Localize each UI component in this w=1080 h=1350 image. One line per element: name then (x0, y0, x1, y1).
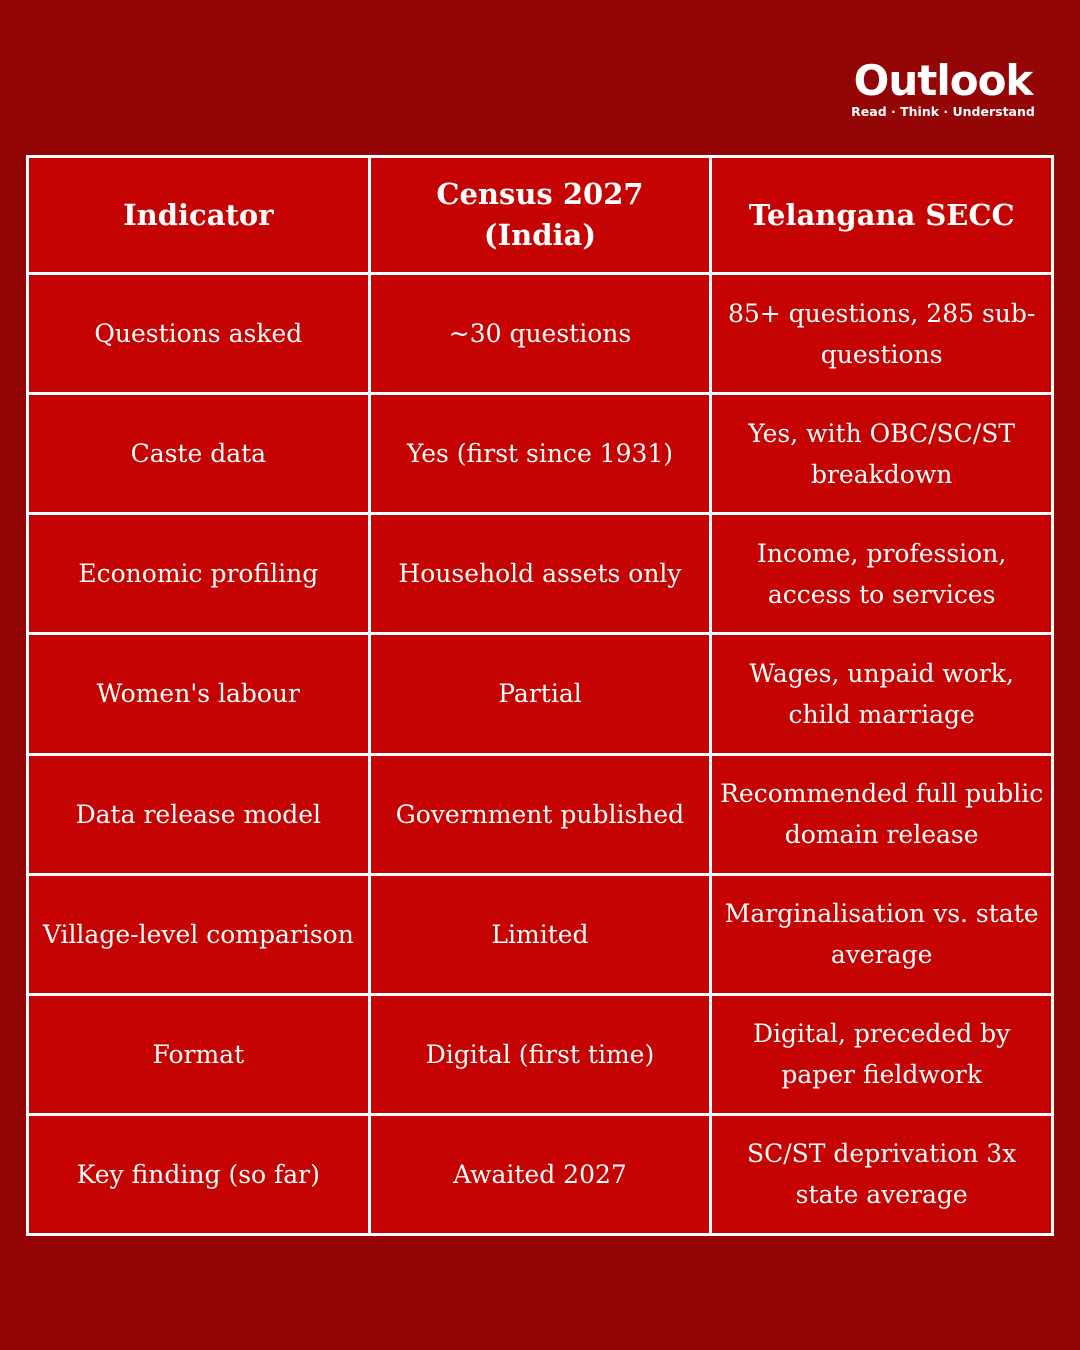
census-cell: Household assets only (369, 514, 711, 634)
census-cell: ~30 questions (369, 274, 711, 394)
census-cell: Awaited 2027 (369, 1114, 711, 1234)
census-cell: Government published (369, 754, 711, 874)
column-header-indicator: Indicator (28, 157, 370, 274)
table-row (28, 874, 1053, 994)
indicator-cell: Questions asked (28, 274, 370, 394)
indicator-cell: Village-level comparison (28, 874, 370, 994)
logo-wordmark: Outlook (853, 56, 1033, 105)
indicator-cell: Women's labour (28, 634, 370, 754)
secc-cell: SC/ST deprivation 3x state average (711, 1114, 1053, 1234)
table-row (28, 514, 1053, 634)
census-cell: Limited (369, 874, 711, 994)
indicator-cell: Economic profiling (28, 514, 370, 634)
outlook-logo (848, 58, 1038, 120)
indicator-cell: Data release model (28, 754, 370, 874)
column-header-census-2027: Census 2027 (India) (369, 157, 711, 274)
secc-cell: Income, profession, access to services (711, 514, 1053, 634)
table-header-row (28, 157, 1053, 274)
secc-cell: Marginalisation vs. state average (711, 874, 1053, 994)
indicator-cell: Key finding (so far) (28, 1114, 370, 1234)
secc-cell: Wages, unpaid work, child marriage (711, 634, 1053, 754)
secc-cell: Yes, with OBC/SC/ST breakdown (711, 394, 1053, 514)
comparison-table (26, 155, 1054, 1236)
indicator-cell: Format (28, 994, 370, 1114)
column-header-telangana-secc: Telangana SECC (711, 157, 1053, 274)
table-row (28, 994, 1053, 1114)
table-row (28, 1114, 1053, 1234)
census-cell: Digital (first time) (369, 994, 711, 1114)
census-cell: Partial (369, 634, 711, 754)
census-cell: Yes (first since 1931) (369, 394, 711, 514)
logo-tagline: Read · Think · Understand (851, 104, 1035, 119)
table-row (28, 754, 1053, 874)
secc-cell: Digital, preceded by paper fieldwork (711, 994, 1053, 1114)
table-row (28, 274, 1053, 394)
secc-cell: Recommended full public domain release (711, 754, 1053, 874)
table-row (28, 634, 1053, 754)
secc-cell: 85+ questions, 285 sub-questions (711, 274, 1053, 394)
indicator-cell: Caste data (28, 394, 370, 514)
table-row (28, 394, 1053, 514)
